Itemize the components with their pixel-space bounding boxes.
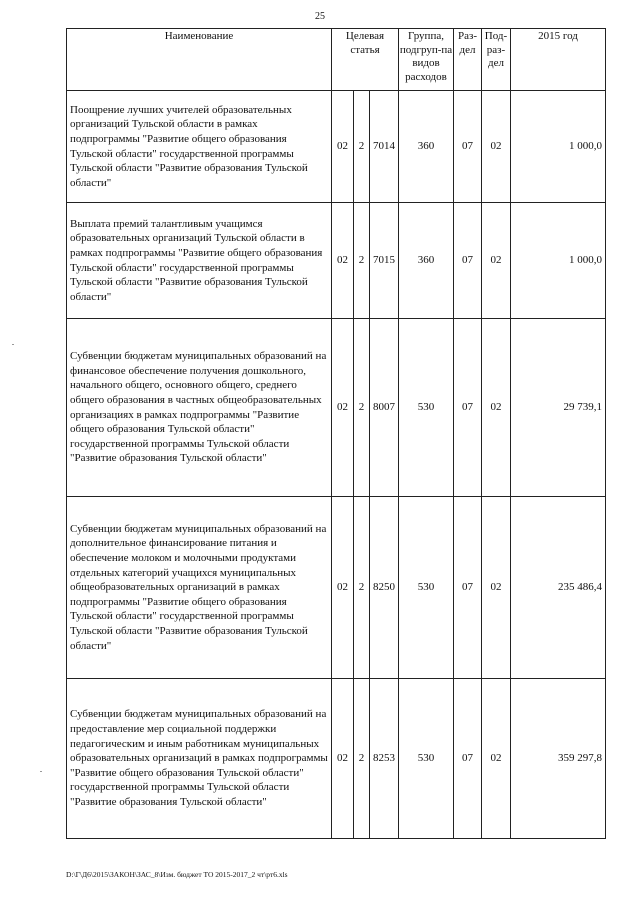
row-code-subprogram: 2: [354, 319, 370, 497]
row-group: 530: [399, 679, 454, 839]
row-code-direction: 7015: [370, 203, 399, 319]
scan-artifact-dot: [40, 771, 42, 772]
row-amount: 359 297,8: [511, 679, 606, 839]
row-group: 360: [399, 91, 454, 203]
page-number: 25: [315, 11, 325, 22]
row-section: 07: [454, 91, 482, 203]
row-amount: 235 486,4: [511, 497, 606, 679]
row-section: 07: [454, 203, 482, 319]
table-row: [67, 497, 606, 679]
row-name: Субвенции бюджетам муниципальных образований на финансовое обеспечение получения дошкольного, начального общего, основного общего, среднего общего образования в частных общеобразовательных организациях в рамках подпрограммы "Развитие общего образования Тульской области" государственной программы Тульской области "Развитие образования Тульской области": [67, 319, 332, 497]
table-header-row: [67, 29, 606, 91]
row-subsection: 02: [482, 203, 511, 319]
header-section: Раз-дел: [454, 29, 482, 91]
row-code-direction: 8007: [370, 319, 399, 497]
header-group: Группа, подгруп-па видов расходов: [399, 29, 454, 91]
row-code-program: 02: [332, 319, 354, 497]
row-subsection: 02: [482, 91, 511, 203]
row-subsection: 02: [482, 679, 511, 839]
row-code-program: 02: [332, 91, 354, 203]
row-group: 360: [399, 203, 454, 319]
row-amount: 29 739,1: [511, 319, 606, 497]
row-group: 530: [399, 497, 454, 679]
row-code-direction: 8250: [370, 497, 399, 679]
row-name: Поощрение лучших учителей образовательных организаций Тульской области в рамках подпрограммы "Развитие общего образования Тульской области" государственной программы Тульской области "Развитие образования Тульской области": [67, 91, 332, 203]
row-code-program: 02: [332, 203, 354, 319]
row-code-subprogram: 2: [354, 91, 370, 203]
file-path-footer: D:\Г\Д6\2015\ЗАКОН\ЗАС_8\Изм. бюджет ТО 2015-2017_2 чт\рт6.xls: [66, 870, 288, 879]
row-group: 530: [399, 319, 454, 497]
header-target-article: Целевая статья: [332, 29, 399, 91]
table-row: [67, 203, 606, 319]
table-row: [67, 91, 606, 203]
row-amount: 1 000,0: [511, 91, 606, 203]
row-code-subprogram: 2: [354, 679, 370, 839]
row-name: Выплата премий талантливым учащимся образовательных организаций Тульской области в рамках подпрограммы "Развитие общего образования Тульской области" государственной программы Тульской области "Развитие образования Тульской области": [67, 203, 332, 319]
row-code-direction: 7014: [370, 91, 399, 203]
row-code-subprogram: 2: [354, 203, 370, 319]
table-row: [67, 679, 606, 839]
header-name: Наименование: [67, 29, 332, 91]
budget-table: [66, 28, 606, 839]
row-amount: 1 000,0: [511, 203, 606, 319]
row-section: 07: [454, 319, 482, 497]
row-name: Субвенции бюджетам муниципальных образований на предоставление мер социальной поддержки педагогическим и иным работникам муниципальных образовательных организаций в рамках подпрограммы "Развитие общего образования Тульской области" государственной программы Тульской области "Развитие образования Тульской области": [67, 679, 332, 839]
scan-artifact-dot: [12, 344, 14, 345]
row-code-program: 02: [332, 497, 354, 679]
row-name: Субвенции бюджетам муниципальных образований на дополнительное финансирование питания и обеспечение молоком и молочными продуктами отдельных категорий учащихся муниципальных общеобразовательных организаций в рамках подпрограммы "Развитие общего образования Тульской области" государственной программы Тульской области "Развитие образования Тульской области": [67, 497, 332, 679]
table-row: [67, 319, 606, 497]
row-code-direction: 8253: [370, 679, 399, 839]
row-subsection: 02: [482, 497, 511, 679]
header-year: 2015 год: [511, 29, 606, 91]
row-code-subprogram: 2: [354, 497, 370, 679]
row-code-program: 02: [332, 679, 354, 839]
row-section: 07: [454, 679, 482, 839]
row-subsection: 02: [482, 319, 511, 497]
row-section: 07: [454, 497, 482, 679]
header-subsection: Под-раз-дел: [482, 29, 511, 91]
